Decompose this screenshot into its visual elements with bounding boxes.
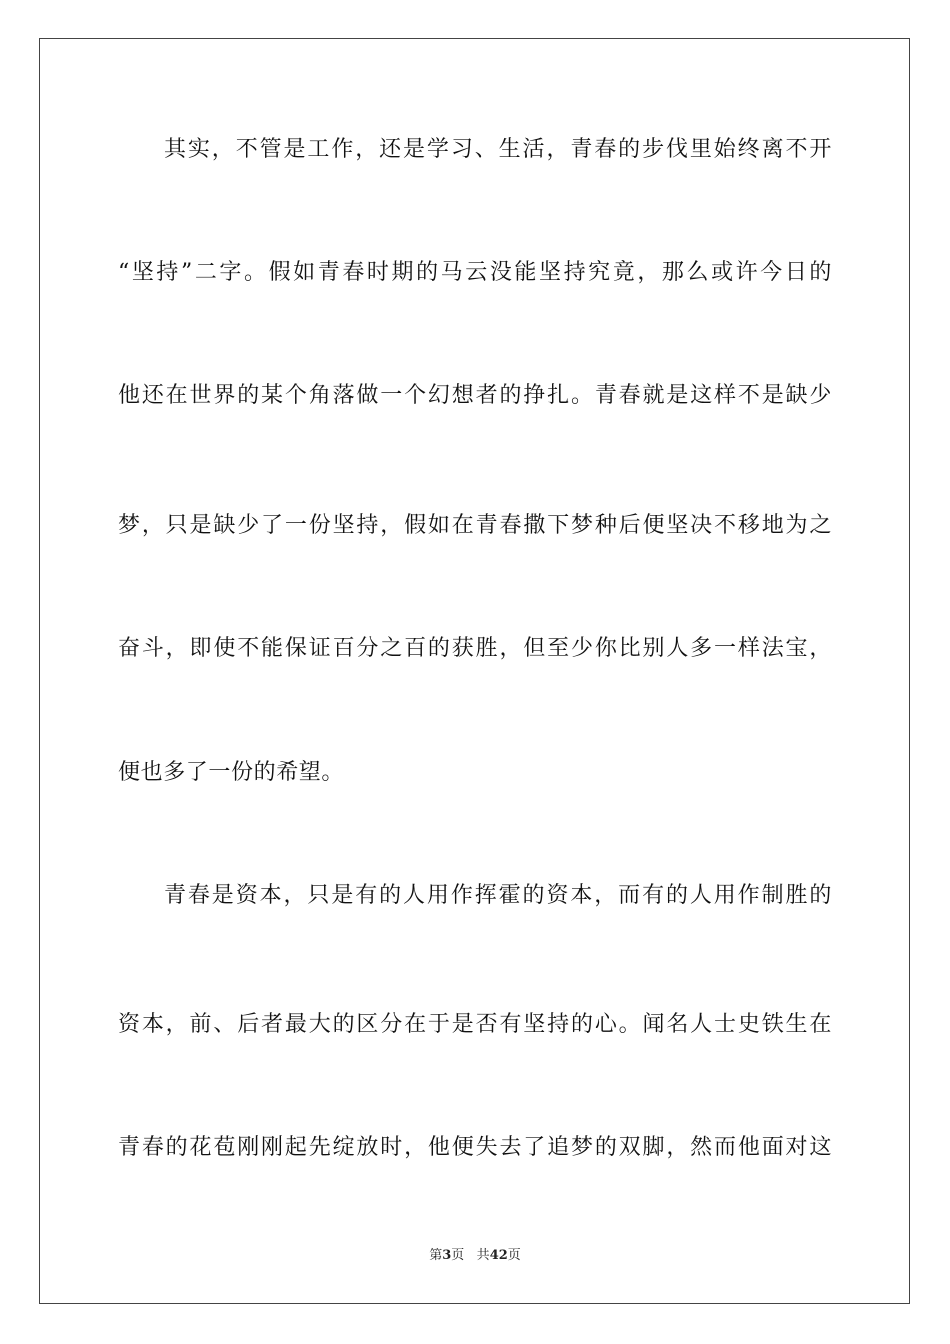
footer-page-number: 3 xyxy=(442,1248,452,1263)
text-line-7: 青春是资本，只是有的人用作挥霍的资本，而有的人用作制胜的 xyxy=(164,883,832,908)
text-line-2: “坚持”二字。假如青春时期的马云没能坚持究竟，那么或许今日的 xyxy=(118,260,832,285)
text-line-4: 梦，只是缺少了一份坚持，假如在青春撒下梦种后便坚决不移地为之 xyxy=(118,513,832,538)
page-footer xyxy=(0,1247,950,1265)
footer-page-prefix: 第 xyxy=(429,1248,443,1263)
text-line-8: 资本，前、后者最大的区分在于是否有坚持的心。闻名人士史铁生在 xyxy=(118,1012,832,1037)
page-border xyxy=(39,38,910,1304)
footer-total-prefix: 共 xyxy=(476,1248,490,1263)
text-line-6: 便也多了一份的希望。 xyxy=(118,760,345,785)
text-line-1: 其实，不管是工作，还是学习、生活，青春的步伐里始终离不开 xyxy=(164,137,832,162)
text-line-5: 奋斗，即使不能保证百分之百的获胜，但至少你比别人多一样法宝， xyxy=(118,636,832,661)
text-line-3: 他还在世界的某个角落做一个幻想者的挣扎。青春就是这样不是缺少 xyxy=(118,383,832,408)
text-line-9: 青春的花苞刚刚起先绽放时，他便失去了追梦的双脚，然而他面对这 xyxy=(118,1135,832,1160)
footer-total-pages: 42 xyxy=(489,1248,508,1263)
footer-page-suffix: 页 xyxy=(451,1248,465,1263)
footer-total-suffix: 页 xyxy=(507,1248,521,1263)
